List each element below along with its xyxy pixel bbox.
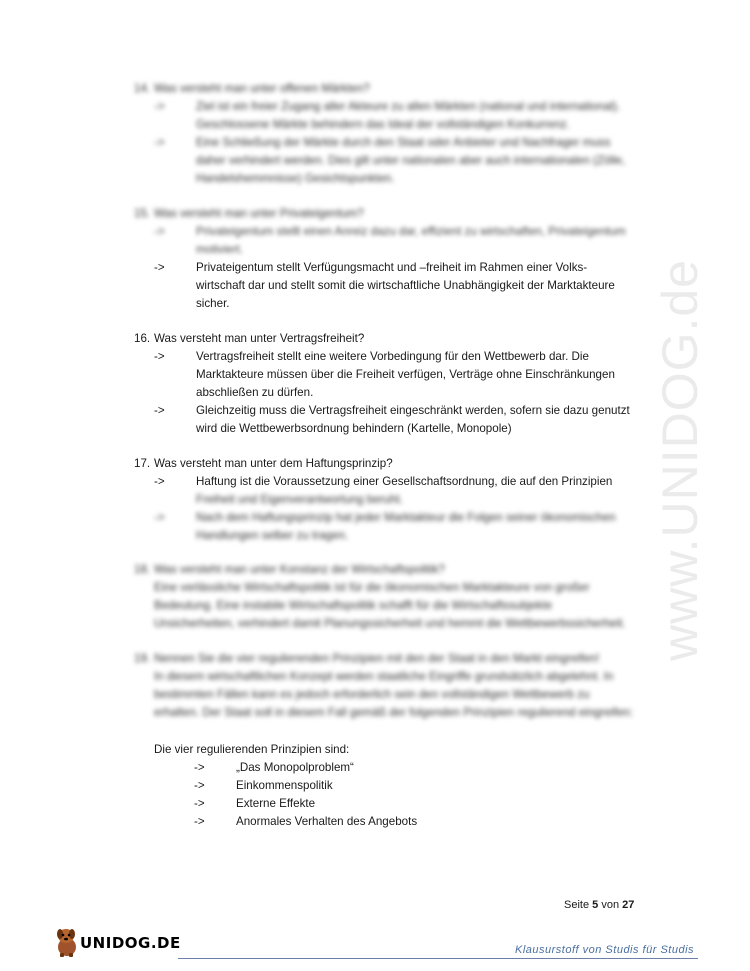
question-14 [134,80,634,188]
question-number: 15. [134,207,151,220]
dog-icon [52,925,82,959]
answer-bullet: -> Ziel ist ein freier Zugang aller Akteure zu allen Märkten (national und international). Geschlossene Märkte behindern das Ideal der vollständigen Konkurrenz. [154,100,621,131]
question-text: Was versteht man unter offenen Märkten? [154,82,370,95]
principles-list [154,741,417,831]
question-text: Nennen Sie die vier regulierenden Prinzipien mit den der Staat in den Markt eingreifen! [154,652,600,665]
list-item: -> Anormales Verhalten des Angebots [194,815,418,828]
question-15 [134,205,634,313]
principles-intro: Die vier regulierenden Prinzipien sind: [154,743,350,756]
page-number: Seite 5 von 27 [564,899,635,911]
question-number: 18. [134,563,151,576]
answer-bullet: -> Privateigentum stellt einen Anreiz dazu dar, effizient zu wirtschaften, Privateigentum motiviert. [154,225,626,256]
question-text: Was versteht man unter Privateigentum? [154,207,364,220]
question-19 [134,650,634,722]
question-number: 16. [134,332,151,345]
answer-paragraph: In diesem wirtschaftlichen Konzept werden staatliche Eingriffe grundsätzlich abgelehnt. In bestimmten Fällen kann es jedoch erforderlich sein den vollständigen Wettbewerb zu erhalten. Der Staat soll in diesem Fall gemäß der folgenden Prinzipien regulierend eingreifen: [154,670,633,719]
answer-bullet: -> Nach dem Haftungsprinzip hat jeder Marktakteur die Folgen seiner ökonomischen Handlungen selber zu tragen. [154,511,616,542]
question-text: Was versteht man unter Konstanz der Wirtschaftspolitik? [154,563,445,576]
list-item: -> Einkommenspolitik [194,779,333,792]
question-18 [134,561,634,633]
watermark: www.UNIDOG.de [652,259,708,661]
answer-paragraph: Eine verlässliche Wirtschaftspolitik ist für die ökonomischen Marktakteure von großer Bedeutung. Eine instabile Wirtschaftspolitik schafft für die Wirtschaftssubjekte Unsicherheiten, verhindert damit Planungssicherheit und hemmt die Wettbewerbssicherheit. [154,581,626,630]
list-item: -> „Das Monopolproblem“ [194,761,354,774]
footer-divider [178,958,698,959]
question-text: Was versteht man unter dem Haftungsprinzip? [154,457,393,470]
question-text: Was versteht man unter Vertragsfreiheit? [154,332,365,345]
question-number: 17. [134,457,151,470]
answer-bullet: -> Eine Schließung der Märkte durch den Staat oder Anbieter und Nachfrager muss daher verhindert werden. Dies gilt unter nationalen aber auch internationalen (Zölle, Handelshemmnisse) Gesichtspunkten. [154,136,626,185]
answer-bullet: -> Vertragsfreiheit stellt eine weitere Vorbedingung für den Wettbewerb dar. Die Marktakteure müssen über die Freiheit verfügen, Verträge ohne Einschränkungen abschließen zu dürfen. [154,350,615,399]
answer-bullet: -> Haftung ist die Voraussetzung einer Gesellschaftsordnung, die auf den Prinzipien Freiheit und Eigenverantwortung beruht. [154,475,613,506]
question-number: 14. [134,82,151,95]
question-16 [134,330,634,438]
list-item: -> Externe Effekte [194,797,316,810]
unidog-logo: UNIDOG.DE [52,925,172,961]
question-number: 19. [134,652,151,665]
answer-bullet: -> Privateigentum stellt Verfügungsmacht und –freiheit im Rahmen einer Volks-wirtschaft dar und stellt somit die wirtschaftliche Unabhängigkeit der Marktakteure sicher. [154,261,615,310]
answer-bullet: -> Gleichzeitig muss die Vertragsfreiheit eingeschränkt werden, sofern sie dazu genutzt wird die Wettbewerbsordnung behindern (Kartelle, Monopole) [154,404,630,435]
question-17 [134,455,634,545]
footer-tagline: Klausurstoff von Studis für Studis [515,944,695,956]
